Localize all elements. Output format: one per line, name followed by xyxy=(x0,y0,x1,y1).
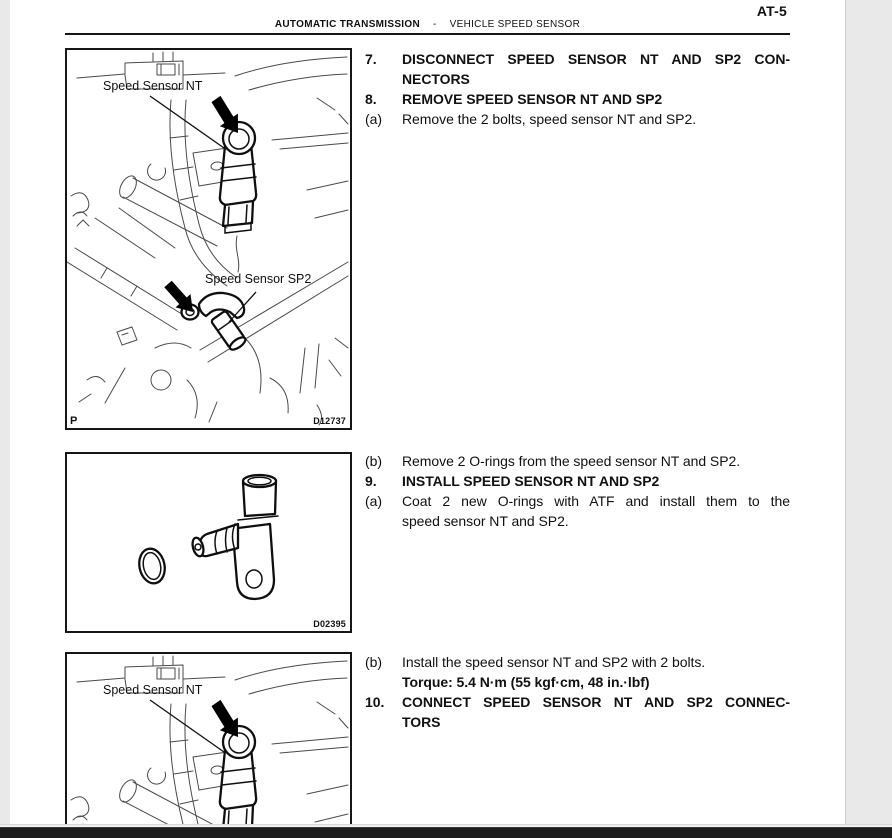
step-text: CONNECT SPEED SENSOR NT AND SP2 CONNEC- xyxy=(402,694,790,710)
sensor-oring-drawing xyxy=(67,454,350,631)
step-number: (b) xyxy=(365,453,382,469)
step-line xyxy=(365,69,790,89)
step-block-connect xyxy=(365,652,790,732)
step-text: DISCONNECT SPEED SENSOR NT AND SP2 CON- xyxy=(402,51,790,67)
step-line xyxy=(365,471,790,491)
step-line xyxy=(365,511,790,531)
step-line xyxy=(365,109,790,129)
engine-line-drawing xyxy=(67,50,350,428)
bottom-bar xyxy=(0,827,892,838)
step-line xyxy=(365,491,790,511)
step-block-remove xyxy=(365,49,790,129)
step-number xyxy=(365,712,402,732)
step-line xyxy=(365,692,790,712)
callout-speed-sensor-nt: Speed Sensor NT xyxy=(103,683,203,697)
figure-speed-sensors-location xyxy=(65,48,352,430)
step-text: Install the speed sensor NT and SP2 with 2 bolts. xyxy=(402,654,706,670)
step-text: REMOVE SPEED SENSOR NT AND SP2 xyxy=(402,91,663,107)
section-title: VEHICLE SPEED SENSOR xyxy=(449,19,581,30)
step-text: speed sensor NT and SP2. xyxy=(402,513,569,529)
callout-speed-sensor-sp2: Speed Sensor SP2 xyxy=(205,272,312,286)
step-number: 9. xyxy=(365,473,377,489)
step-number: 8. xyxy=(365,91,377,107)
step-number: (a) xyxy=(365,493,382,509)
step-line xyxy=(365,451,790,471)
step-number: (a) xyxy=(365,111,382,127)
step-number: (b) xyxy=(365,654,382,670)
chapter-header xyxy=(65,19,790,30)
step-text: INSTALL SPEED SENSOR NT AND SP2 xyxy=(402,473,660,489)
step-line xyxy=(365,712,790,732)
step-block-install xyxy=(365,451,790,531)
step-number: 7. xyxy=(365,51,377,67)
step-text: Remove the 2 bolts, speed sensor NT and SP2. xyxy=(402,111,697,127)
step-text: Coat 2 new O-rings with ATF and install them to the xyxy=(402,493,790,509)
step-line xyxy=(365,49,790,69)
step-number xyxy=(365,69,402,89)
step-text: NECTORS xyxy=(402,71,470,87)
figure-code: D02395 xyxy=(313,619,346,629)
page-number: AT-5 xyxy=(756,3,787,19)
torque-spec-line xyxy=(365,672,790,692)
engine-line-drawing xyxy=(67,654,350,824)
figure-corner-mark: P xyxy=(70,415,78,427)
step-line xyxy=(365,89,790,109)
step-number xyxy=(365,511,402,531)
step-number xyxy=(365,672,402,692)
torque-spec-text: Torque: 5.4 N·m (55 kgf·cm, 48 in.·lbf) xyxy=(402,674,650,690)
callout-speed-sensor-nt: Speed Sensor NT xyxy=(103,79,203,93)
header-rule xyxy=(65,33,790,35)
header-separator: - xyxy=(433,19,437,30)
figure-code: D12737 xyxy=(313,416,346,426)
step-text: TORS xyxy=(402,714,441,730)
manual-page xyxy=(10,0,846,824)
step-text: Remove 2 O-rings from the speed sensor NT and SP2. xyxy=(402,453,741,469)
chapter-title: AUTOMATIC TRANSMISSION xyxy=(274,19,420,30)
step-line xyxy=(365,652,790,672)
figure-speed-sensor-nt-install xyxy=(65,652,352,824)
figure-sensor-oring xyxy=(65,452,352,633)
step-number: 10. xyxy=(365,694,385,710)
